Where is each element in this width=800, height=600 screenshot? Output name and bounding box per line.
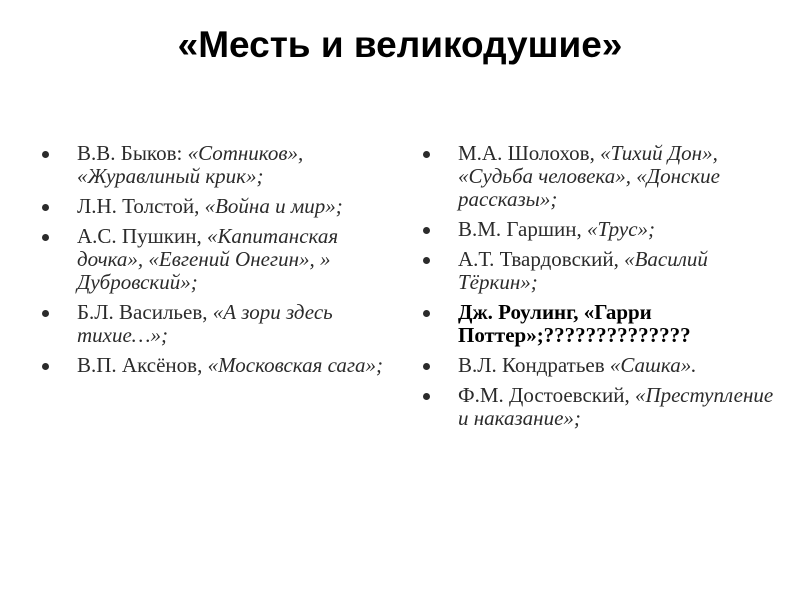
- list-item: [421, 354, 781, 377]
- item-works: «Война и мир»;: [204, 194, 343, 218]
- item-works: «Преступление и наказание»;: [458, 383, 774, 430]
- item-works: «Василий Тёркин»;: [458, 247, 708, 294]
- list-item: [421, 142, 781, 211]
- bullet-icon: [423, 151, 430, 158]
- bullet-icon: [42, 151, 49, 158]
- bullet-icon: [423, 393, 430, 400]
- item-works: «А зори здесь тихие…»;: [77, 300, 333, 347]
- item-author: В.В. Быков:: [77, 141, 188, 165]
- bullet-icon: [42, 234, 49, 241]
- item-works: «Московская сага»;: [207, 353, 384, 377]
- list-item: [421, 384, 781, 430]
- item-author: В.Л. Кондратьев: [458, 353, 610, 377]
- item-author: В.М. Гаршин,: [458, 217, 588, 241]
- item-author: В.П. Аксёнов,: [77, 353, 208, 377]
- item-works: «Трус»;: [587, 217, 656, 241]
- bullet-icon: [42, 204, 49, 211]
- list-item: [40, 354, 400, 377]
- item-author: Б.Л. Васильев,: [77, 300, 213, 324]
- bullet-icon: [42, 363, 49, 370]
- item-author: А.Т. Твардовский,: [458, 247, 625, 271]
- list-item: [40, 225, 400, 294]
- item-text-bold: Дж. Роулинг, «Гарри Поттер»;??????????????: [458, 300, 691, 347]
- slide-title: «Месть и великодушие»: [177, 24, 623, 65]
- list-item: [40, 142, 400, 188]
- item-author: М.А. Шолохов,: [458, 141, 601, 165]
- list-item: [421, 218, 781, 241]
- list-item: [421, 301, 781, 347]
- item-author: Л.Н. Толстой,: [77, 194, 205, 218]
- bullet-icon: [423, 363, 430, 370]
- list-item: [40, 301, 400, 347]
- list-item: [40, 195, 400, 218]
- bullet-icon: [423, 310, 430, 317]
- item-author: А.С. Пушкин,: [77, 224, 207, 248]
- list-item: [421, 248, 781, 294]
- bullet-icon: [42, 310, 49, 317]
- item-works: «Сашка».: [609, 353, 697, 377]
- bullet-icon: [423, 257, 430, 264]
- item-works: «Капитанская дочка», «Евгений Онегин», » Дубровский»;: [77, 224, 339, 294]
- item-author: Ф.М. Достоевский,: [458, 383, 635, 407]
- item-works: «Сотников», «Журавлиный крик»;: [77, 141, 304, 188]
- left-list: [40, 142, 400, 384]
- bullet-icon: [423, 227, 430, 234]
- item-works: «Тихий Дон», «Судьба человека», «Донские рассказы»;: [458, 141, 720, 211]
- right-list: [421, 142, 781, 437]
